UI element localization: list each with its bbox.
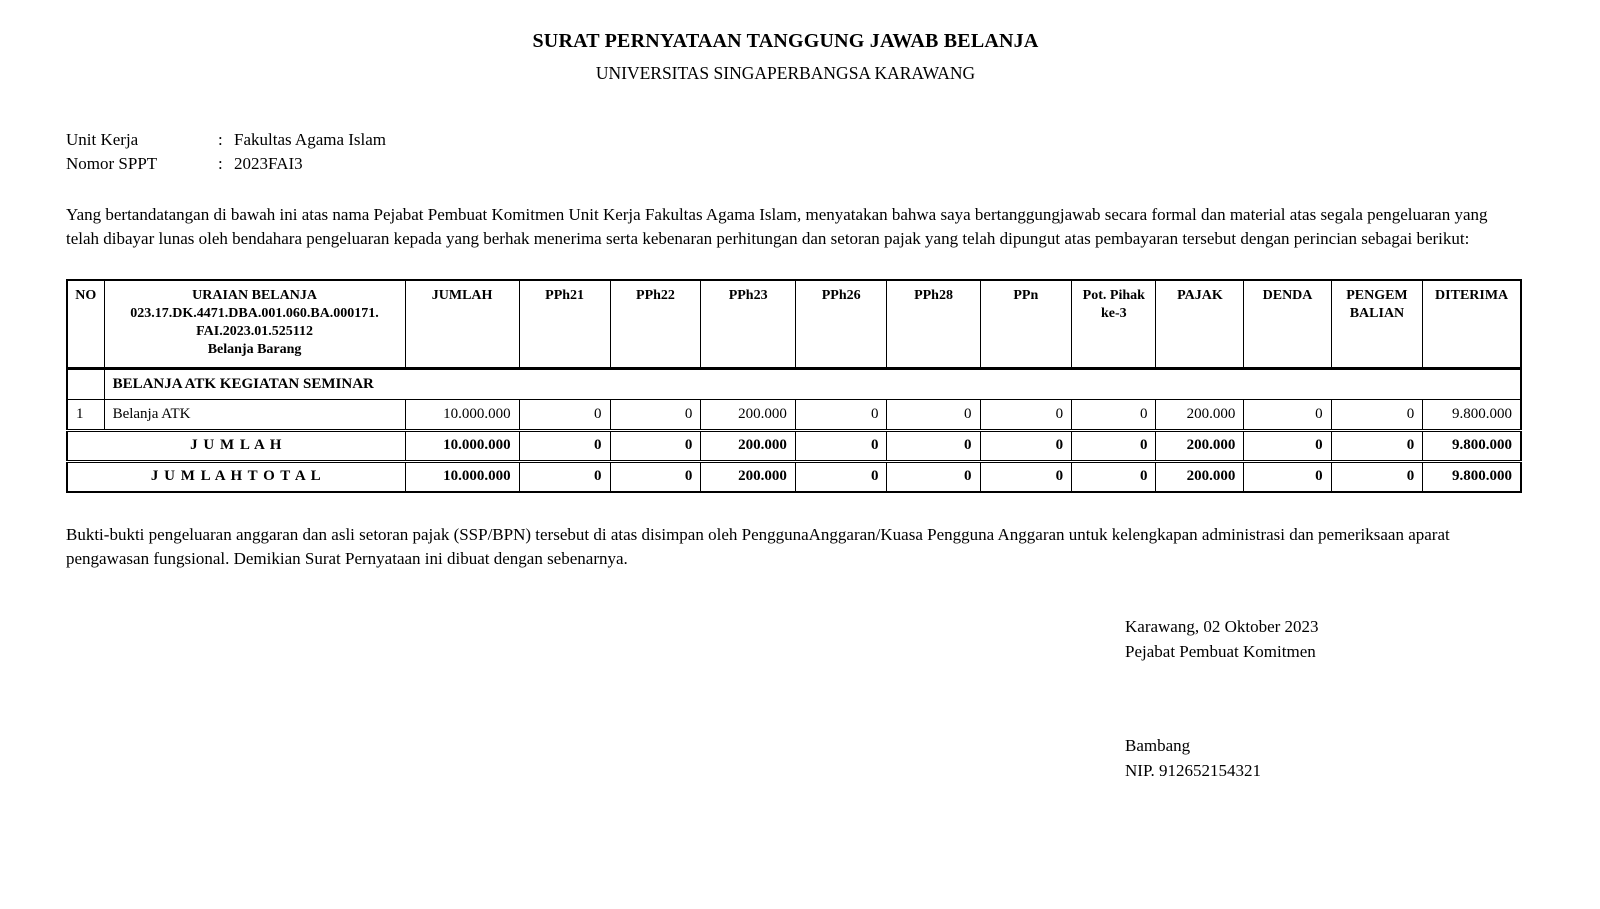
detail-pengembalian: 0 — [1331, 399, 1423, 430]
expense-table — [66, 279, 1522, 493]
jumlah-total-pajak: 200.000 — [1156, 461, 1244, 492]
col-header-pph26: PPh26 — [795, 280, 887, 368]
detail-pph22: 0 — [610, 399, 701, 430]
detail-no: 1 — [67, 399, 104, 430]
table-row — [67, 399, 1521, 430]
col-header-uraian-belanja — [104, 280, 405, 368]
jumlah-total-pph22: 0 — [610, 461, 701, 492]
detail-pot-pihak: 0 — [1072, 399, 1156, 430]
opening-paragraph: Yang bertandatangan di bawah ini atas nama Pejabat Pembuat Komitmen Unit Kerja Fakultas Agama Islam, menyatakan bahwa saya bertanggungjawab secara formal dan material atas segala pengeluaran yang telah dibayar lunas oleh bendahara pengeluaran kepada yang berhak menerima serta kebenaran perhitungan dan setoran pajak yang telah dipungut atas pembayaran tersebut dengan perincian sebagai berikut: — [66, 205, 1488, 248]
pot-pihak-line1: Pot. Pihak — [1082, 288, 1145, 303]
jumlah-total-diterima: 9.800.000 — [1423, 461, 1521, 492]
col-header-pengembalian — [1331, 280, 1423, 368]
detail-jumlah: 10.000.000 — [405, 399, 519, 430]
detail-pph21: 0 — [519, 399, 610, 430]
uraian-header-line2: 023.17.DK.4471.DBA.001.060.BA.000171. — [130, 306, 379, 321]
jumlah-pengembalian: 0 — [1331, 430, 1423, 461]
jumlah-total-label: J U M L A H T O T A L — [67, 461, 405, 492]
jumlah-total-pot-pihak: 0 — [1072, 461, 1156, 492]
col-header-pph21: PPh21 — [519, 280, 610, 368]
signature-name: Bambang — [1125, 736, 1191, 755]
table-group-row — [67, 368, 1521, 399]
jumlah-total-pph26: 0 — [795, 461, 887, 492]
col-header-no: NO — [67, 280, 104, 368]
detail-pph26: 0 — [795, 399, 887, 430]
jumlah-pph21: 0 — [519, 430, 610, 461]
table-header-row — [67, 280, 1521, 368]
table-jumlah-row — [67, 430, 1521, 461]
detail-ppn: 0 — [980, 399, 1072, 430]
jumlah-pph26: 0 — [795, 430, 887, 461]
document-subtitle: UNIVERSITAS SINGAPERBANGSA KARAWANG — [595, 63, 976, 83]
signature-nip: NIP. 912652154321 — [1125, 760, 1262, 780]
detail-diterima: 9.800.000 — [1423, 399, 1521, 430]
pot-pihak-line2: ke-3 — [1100, 306, 1127, 321]
jumlah-diterima: 9.800.000 — [1423, 430, 1521, 461]
col-header-jumlah: JUMLAH — [405, 280, 519, 368]
jumlah-total-denda: 0 — [1244, 461, 1331, 492]
table-jumlah-total-row — [67, 461, 1521, 492]
col-header-ppn: PPn — [980, 280, 1072, 368]
col-header-pph28: PPh28 — [887, 280, 980, 368]
detail-pph23: 200.000 — [701, 399, 796, 430]
col-header-denda: DENDA — [1244, 280, 1331, 368]
col-header-pot-pihak-ke3 — [1072, 280, 1156, 368]
nomor-sppt-value: 2023FAI3 — [234, 154, 303, 173]
detail-pajak: 200.000 — [1156, 399, 1244, 430]
colon-separator: : — [218, 154, 223, 173]
jumlah-denda: 0 — [1244, 430, 1331, 461]
meta-block — [66, 128, 1505, 176]
jumlah-total-ppn: 0 — [980, 461, 1072, 492]
uraian-header-line4: Belanja Barang — [207, 342, 302, 357]
detail-pph28: 0 — [887, 399, 980, 430]
jumlah-pot-pihak: 0 — [1072, 430, 1156, 461]
document-title: SURAT PERNYATAAN TANGGUNG JAWAB BELANJA — [532, 30, 1039, 52]
col-header-diterima: DITERIMA — [1423, 280, 1521, 368]
jumlah-pajak: 200.000 — [1156, 430, 1244, 461]
detail-denda: 0 — [1244, 399, 1331, 430]
col-header-pph22: PPh22 — [610, 280, 701, 368]
group-row-label: BELANJA ATK KEGIATAN SEMINAR — [104, 368, 1521, 399]
uraian-header-line3: FAI.2023.01.525112 — [196, 324, 313, 339]
jumlah-total-pengembalian: 0 — [1331, 461, 1423, 492]
jumlah-jumlah: 10.000.000 — [405, 430, 519, 461]
jumlah-total-pph28: 0 — [887, 461, 980, 492]
meta-row-nomor-sppt — [66, 152, 1505, 176]
jumlah-pph28: 0 — [887, 430, 980, 461]
uraian-header-line1: URAIAN BELANJA — [192, 288, 317, 303]
jumlah-pph23: 200.000 — [701, 430, 796, 461]
pengembalian-line1: PENGEM — [1346, 288, 1408, 303]
jumlah-total-jumlah: 10.000.000 — [405, 461, 519, 492]
meta-row-unit-kerja — [66, 128, 1505, 152]
pengembalian-line2: BALIAN — [1349, 306, 1405, 321]
jumlah-ppn: 0 — [980, 430, 1072, 461]
jumlah-total-pph21: 0 — [519, 461, 610, 492]
unit-kerja-value: Fakultas Agama Islam — [234, 130, 387, 149]
signature-role: Pejabat Pembuat Komitmen — [1125, 641, 1316, 661]
signature-place-date: Karawang, 02 Oktober 2023 — [1125, 617, 1319, 636]
signature-block — [1125, 615, 1505, 783]
jumlah-label: J U M L A H — [67, 430, 405, 461]
col-header-pajak: PAJAK — [1156, 280, 1244, 368]
detail-uraian: Belanja ATK — [104, 399, 405, 430]
unit-kerja-label: Unit Kerja — [66, 130, 139, 149]
closing-paragraph: Bukti-bukti pengeluaran anggaran dan asli setoran pajak (SSP/BPN) tersebut di atas disimpan oleh PenggunaAnggaran/Kuasa Pengguna Anggaran untuk kelengkapan administrasi dan pemeriksaan aparat pengawasan fungsional. Demikian Surat Pernyataan ini dibuat dengan sebenarnya. — [66, 525, 1450, 568]
group-row-no-cell — [67, 368, 104, 399]
jumlah-total-pph23: 200.000 — [701, 461, 796, 492]
colon-separator: : — [218, 130, 223, 149]
signature-space — [1125, 664, 1505, 734]
jumlah-pph22: 0 — [610, 430, 701, 461]
col-header-pph23: PPh23 — [701, 280, 796, 368]
nomor-sppt-label: Nomor SPPT — [66, 154, 158, 173]
